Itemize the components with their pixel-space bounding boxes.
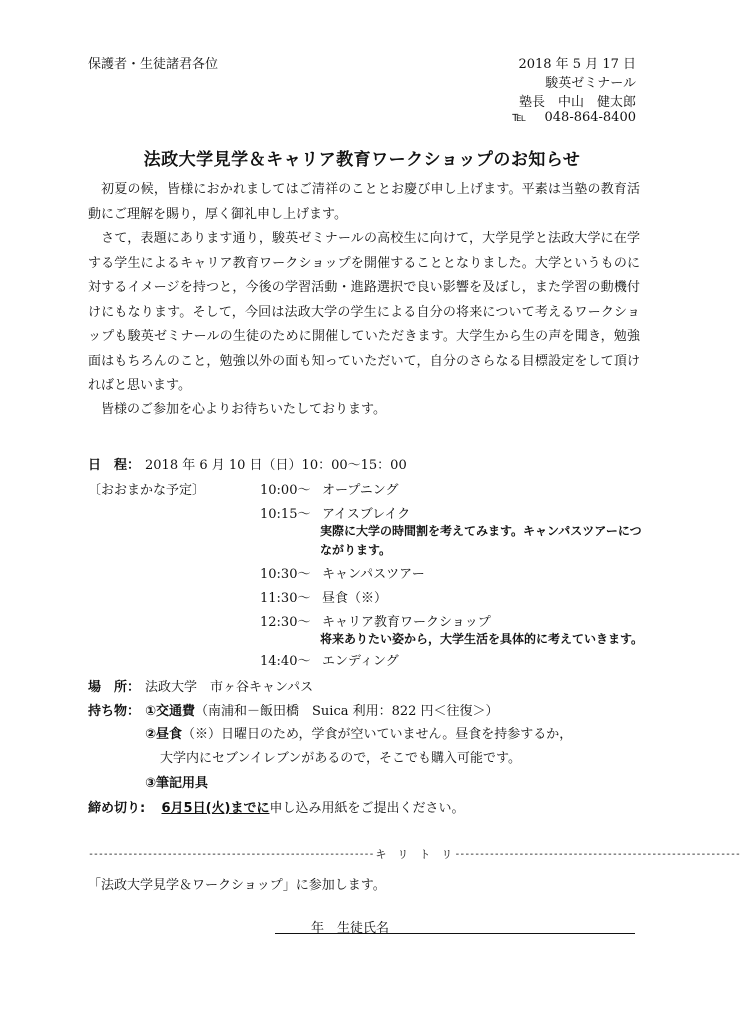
- student-name-label: 年 生徒氏名: [311, 921, 390, 936]
- schedule-note: 実際に大学の時間割を考えてみます。キャンパスツアーにつながります。: [320, 524, 642, 557]
- deadline-line: [88, 797, 464, 816]
- schedule-item: アイスブレイク: [322, 507, 411, 522]
- belonging-heading: ②昼食: [145, 727, 183, 742]
- belonging-detail: （南浦和－飯田橋 Suica 利用：822 円＜往復＞）: [195, 704, 499, 719]
- belonging-item-lunch: [145, 723, 572, 742]
- schedule-item: キャリア教育ワークショップ: [322, 615, 491, 630]
- date-label: 日 程：: [88, 458, 141, 473]
- deadline-instruction: 申し込み用紙をご提出ください。: [269, 801, 465, 816]
- schedule-time: 12:30〜: [260, 615, 311, 630]
- schedule-time: 14:40〜: [260, 654, 311, 669]
- belonging-item-fare: [145, 700, 499, 719]
- greeting-paragraph: 初夏の候，皆様におかれましてはご清祥のこととお慶び申し上げます。平素は当塾の教育活動にご理解を賜り，厚く御礼申し上げます。: [88, 182, 640, 222]
- deadline-date: 6月5日(火)までに: [161, 801, 270, 816]
- schedule-item: エンディング: [322, 654, 399, 669]
- closing-paragraph: 皆様のご参加を心よりお待ちいたしております。: [88, 402, 386, 417]
- tel-number: 048-864-8400: [544, 110, 636, 125]
- head-name: 塾長 中山 健太郎: [518, 95, 636, 110]
- date-value: 2018 年 6 月 10 日（日）10：00〜15：00: [145, 458, 407, 473]
- cut-line-label: キ リ ト リ: [375, 848, 453, 861]
- addressee: 保護者・生徒諸君各位: [88, 57, 219, 72]
- telephone: [512, 110, 636, 125]
- signature-line[interactable]: [275, 933, 635, 934]
- issue-date: 2018 年 5 月 17 日: [518, 57, 636, 72]
- belongings-label: 持ち物：: [88, 704, 141, 719]
- belonging-detail-continued: 大学内にセブンイレブンがあるので，そこでも購入可能です。: [160, 751, 522, 766]
- schedule-time: 10:00〜: [260, 483, 311, 498]
- schedule-time: 11:30〜: [260, 591, 311, 606]
- schedule-note: 将来ありたい姿から，大学生活を具体的に考えていきます。: [320, 632, 644, 646]
- deadline-label: 締め切り:: [88, 801, 146, 816]
- belonging-detail: （※）日曜日のため，学食が空いていません。昼食を持参するか，: [182, 727, 573, 742]
- participation-statement: 「法政大学見学＆ワークショップ」に参加します。: [88, 878, 386, 893]
- belonging-item-stationery: ③筆記用具: [145, 776, 209, 791]
- schedule-label: 〔おおまかな予定〕: [88, 483, 206, 498]
- place-label: 場 所：: [88, 680, 141, 695]
- schedule-item: 昼食（※）: [322, 591, 388, 606]
- cut-line: [88, 846, 740, 862]
- schedule-item: キャンパスツアー: [322, 567, 425, 582]
- organization-name: 駿英ゼミナール: [545, 76, 636, 91]
- cut-line-dashes: ----------------------------------------------------------: [454, 848, 740, 860]
- cut-line-dashes: ----------------------------------------------------------: [88, 848, 374, 860]
- schedule-item: オープニング: [322, 483, 399, 498]
- document-title: 法政大学見学＆キャリア教育ワークショップのお知らせ: [143, 150, 581, 170]
- schedule-time: 10:30〜: [260, 567, 311, 582]
- belonging-heading: ①交通費: [145, 704, 196, 719]
- schedule-time: 10:15〜: [260, 507, 311, 522]
- description-paragraph: さて，表題にあります通り，駿英ゼミナールの高校生に向けて，大学見学と法政大学に在学する学生によるキャリア教育ワークショップを開催することとなりました。大学というものに対するイメージを持つと，今後の学習活動・進路選択で良い影響を及ぼし，また学習の動機付けにもなります。そして，今回は法政大学の学生による自分の将来について考えるワークショップも駿英ゼミナールの生徒のために開催していただきます。大学生から生の声を聞き，勉強面はもちろんのこと，勉強以外の面も知っていただいて，自分のさらなる目標設定をして頂ければと思います。: [88, 231, 640, 393]
- place-value: 法政大学 市ヶ谷キャンパス: [145, 680, 314, 695]
- tel-label: ℡: [512, 110, 527, 125]
